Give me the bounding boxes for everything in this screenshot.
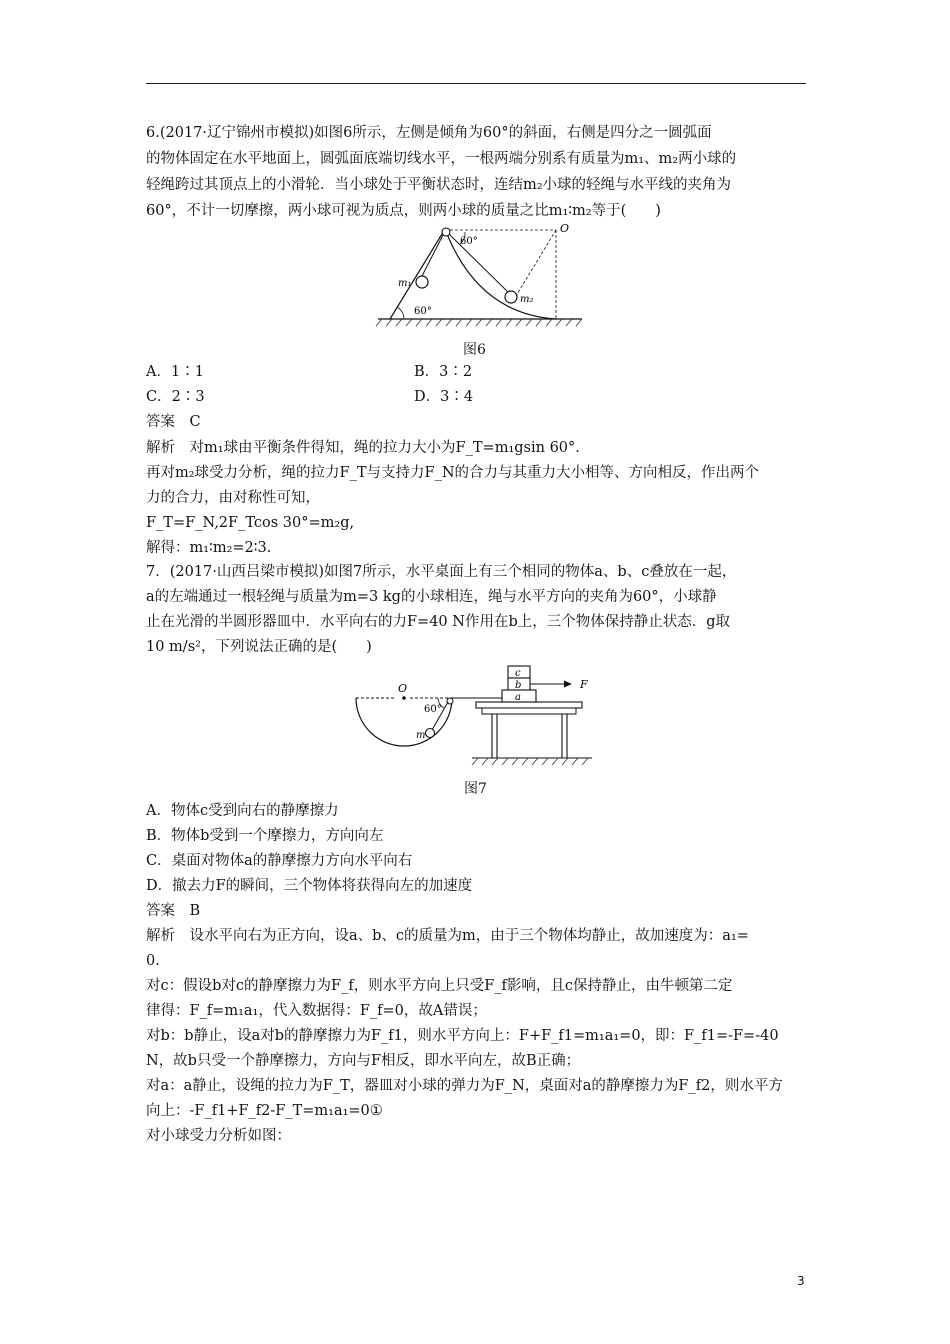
q7-option-d: D．撤去力F的瞬间，三个物体将获得向左的加速度 <box>146 878 473 894</box>
q7-solution-8: 向上：-F_f1+F_f2-F_T=m₁a₁=0① <box>146 1103 383 1119</box>
fig6-label-60-bottom: 60° <box>414 306 432 317</box>
fig7-label-O: O <box>398 682 408 695</box>
q6-solution-5: 解得：m₁∶m₂=2∶3. <box>146 540 272 556</box>
q7-option-a: A．物体c受到向右的静摩擦力 <box>146 803 339 819</box>
fig6-label-m2: m₂ <box>520 294 534 305</box>
fig6-ground-hatch <box>376 319 582 326</box>
q6-stem-line-1: 6.(2017·辽宁锦州市模拟)如图6所示，左侧是倾角为60°的斜面，右侧是四分之一圆弧面 <box>146 125 712 141</box>
q6-stem-line-2: 的物体固定在水平地面上，圆弧面底端切线水平，一根两端分别系有质量为m₁、m₂两小球的 <box>146 151 737 167</box>
fig6-dash-radius <box>516 230 556 296</box>
fig7-ball <box>426 729 435 738</box>
q7-stem-line-4: 10 m/s²，下列说法正确的是( ) <box>146 639 372 655</box>
fig6-rope-m1 <box>421 235 443 278</box>
q6-option-a: A．1∶1 <box>146 364 204 380</box>
fig6-label-60-top: 60° <box>460 236 478 247</box>
q6-solution-1: 解析 对m₁球由平衡条件得知，绳的拉力大小为F_T=m₁gsin 60°． <box>146 440 590 456</box>
q7-solution-4: 律得：F_f=m₁a₁，代入数据得：F_f=0，故A错误； <box>146 1003 487 1019</box>
q7-solution-6: N，故b只受一个静摩擦力，方向与F相反，即水平向左，故B正确； <box>146 1053 581 1069</box>
q7-solution-1: 解析 设水平向右为正方向，设a、b、c的质量为m，由于三个物体均静止，故加速度为：a₁= <box>146 928 749 944</box>
q7-solution-2: 0. <box>146 953 160 969</box>
q6-option-b: B．3∶2 <box>414 364 473 380</box>
figure-7 <box>352 662 612 774</box>
fig6-pulley <box>442 228 450 236</box>
q6-stem-line-3: 轻绳跨过其顶点上的小滑轮．当小球处于平衡状态时，连结m₂小球的轻绳与水平线的夹角为 <box>146 177 732 193</box>
q6-option-d: D．3∶4 <box>414 389 474 405</box>
q7-solution-7: 对a：a静止，设绳的拉力为F_T，器皿对小球的弹力为F_N，桌面对a的静摩擦力为F_f2，则水平方 <box>146 1078 783 1094</box>
q7-solution-9: 对小球受力分析如图： <box>146 1128 291 1144</box>
figure-6 <box>370 222 590 334</box>
page-number: 3 <box>797 1274 805 1288</box>
q6-option-c: C．2∶3 <box>146 389 205 405</box>
q7-solution-5: 对b：b静止，设a对b的静摩擦力为F_f1，则水平方向上：F+F_f1=m₁a₁=0，即：F_f1=-F=-40 <box>146 1028 779 1044</box>
q7-answer: 答案 B <box>146 903 201 919</box>
q7-stem-line-2: a的左端通过一根轻绳与质量为m=3 kg的小球相连，绳与水平方向的夹角为60°，小球静 <box>146 589 717 605</box>
fig6-ball-m2 <box>505 291 517 303</box>
q6-answer: 答案 C <box>146 414 201 430</box>
q6-solution-4: F_T=F_N,2F_Tcos 30°=m₂g, <box>146 515 355 531</box>
q7-stem-line-3: 止在光滑的半圆形器皿中．水平向右的力F=40 N作用在b上，三个物体保持静止状态．g取 <box>146 614 731 630</box>
fig7-label-c: c <box>515 668 521 679</box>
q7-stem-line-1: 7．(2017·山西吕梁市模拟)如图7所示，水平桌面上有三个相同的物体a、b、c叠放在一起， <box>146 564 737 580</box>
fig7-caption: 图7 <box>464 781 487 797</box>
q7-solution-3: 对c：假设b对c的静摩擦力为F_f，则水平方向上只受F_f影响，且c保持静止，由牛顿第二定 <box>146 978 733 994</box>
q7-option-b: B．物体b受到一个摩擦力，方向向左 <box>146 828 384 844</box>
q7-option-c: C．桌面对物体a的静摩擦力方向水平向右 <box>146 853 413 869</box>
q6-solution-2: 再对m₂球受力分析，绳的拉力F_T与支持力F_N的合力与其重力大小相等、方向相反，作出两个 <box>146 465 760 481</box>
fig6-ball-m1 <box>416 276 428 288</box>
fig7-label-m: m <box>416 730 426 741</box>
fig6-label-O: O <box>560 222 570 235</box>
q6-stem-line-4: 60°，不计一切摩擦，两小球可视为质点，则两小球的质量之比m₁∶m₂等于( ) <box>146 203 661 219</box>
fig7-label-F: F <box>580 678 588 691</box>
fig7-label-a: a <box>515 692 521 703</box>
fig7-center-dot <box>402 696 406 700</box>
fig7-label-b: b <box>515 680 522 691</box>
fig7-label-60: 60° <box>424 704 442 715</box>
q6-solution-3: 力的合力，由对称性可知， <box>146 490 320 506</box>
header-rule <box>146 83 806 84</box>
fig6-caption: 图6 <box>463 342 486 358</box>
fig7-table-top <box>476 702 582 708</box>
fig6-label-m1: m₁ <box>398 278 412 289</box>
